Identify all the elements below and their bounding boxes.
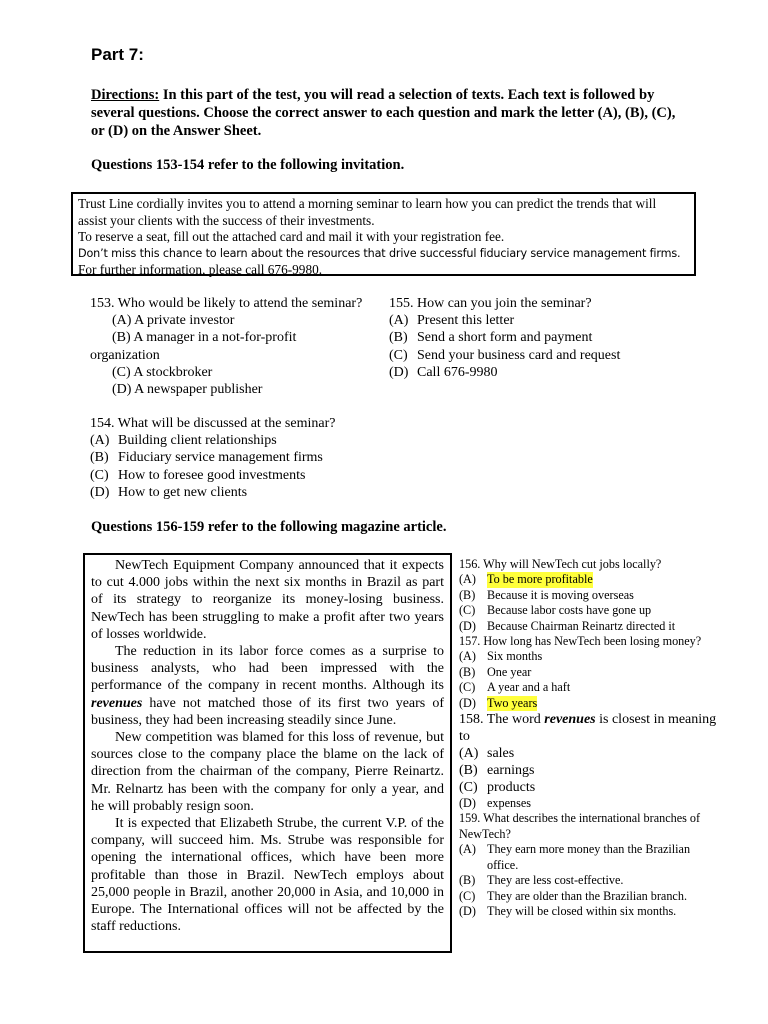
part-title: Part 7: (91, 45, 144, 64)
directions-text: In this part of the test, you will read a selection of texts. Each text is followed by several questions. Choose the correct answer to each question and mark the letter (A), (B), (C), or (D) on the Answer Sheet. (91, 87, 676, 139)
option-letter: (A) (459, 649, 476, 664)
option-text: Send a short form and payment (417, 330, 593, 346)
option-letter: (B) (459, 587, 476, 602)
invitation-line: For further information, please call 676-9980. (78, 262, 323, 278)
option-text: How to get new clients (118, 484, 248, 500)
option-b (389, 329, 689, 346)
option-letter: (C) (459, 888, 476, 903)
option-letter: (A) (459, 842, 476, 857)
section2-heading: Questions 156-159 refer to the following magazine article. (91, 519, 447, 535)
option-letter: (A) (459, 746, 479, 762)
option-c (459, 680, 729, 695)
article-text: have not matched those of its first two years of business, they had been increasing steadily since June. (91, 695, 444, 728)
option-letter: (D) (389, 364, 409, 380)
option-c (459, 889, 729, 904)
option-c (459, 603, 729, 618)
highlighted-answer: Two years (487, 695, 538, 710)
option-text: They are older than the Brazilian branch. (487, 888, 687, 903)
question-text-part: is closest in meaning to (459, 712, 717, 745)
revenues-emphasis: revenues (544, 712, 596, 728)
option-letter: (B) (459, 664, 476, 679)
option-a (459, 649, 729, 664)
option-d (459, 619, 729, 634)
option-b-continued: organization (90, 347, 160, 363)
article-text: The reduction in its labor force comes as a surprise to business analysts, who had been impressed with the performance of the company in recent months. Although its (91, 644, 444, 694)
question-text-part: 158. The word (459, 712, 545, 728)
option-letter: (B) (90, 450, 109, 466)
article-paragraph: It is expected that Elizabeth Strube, the current V.P. of the company, will succeed him. Ms. Strube was responsible for opening the international offices, which have been more profitable than those in Brazil. NewTech employs about 25,000 people in Brazil, another 20,000 in Asia, and 10,000 in Europe. The International offices will not be affected by the staff reductions. (91, 816, 444, 935)
option-text: One year (487, 664, 532, 679)
option-letter: (C) (90, 467, 109, 483)
question-text: 155. How can you join the seminar? (389, 296, 592, 311)
question-154 (90, 415, 390, 501)
option-letter: (A) (90, 433, 110, 449)
option-a (459, 842, 729, 873)
option-letter: (C) (459, 603, 476, 618)
invitation-line: Don’t miss this chance to learn about the resources that drive successful fiduciary service management firms. (78, 246, 681, 260)
directions-label: Directions: (91, 87, 160, 103)
option-c (459, 779, 729, 796)
option-letter: (C) (459, 680, 476, 695)
option-c: (C) A stockbroker (112, 364, 213, 380)
option-a: (A) A private investor (112, 313, 235, 329)
option-b (459, 588, 729, 603)
option-letter: (C) (389, 347, 408, 363)
option-text: sales (487, 746, 515, 762)
question-157 (459, 634, 729, 711)
option-text: Send your business card and request (417, 347, 621, 363)
option-letter: (B) (389, 330, 408, 346)
questions-156-159 (459, 557, 729, 919)
question-159 (459, 811, 729, 919)
option-text: A year and a haft (487, 680, 571, 695)
question-text: 153. Who would be likely to attend the seminar? (90, 296, 363, 311)
option-letter: (D) (459, 618, 476, 633)
question-text: 157. How long has NewTech been losing money? (459, 634, 702, 649)
option-b: (B) A manager in a not-for-profit (112, 330, 297, 346)
option-letter: (A) (459, 572, 476, 587)
revenues-emphasis: revenues (91, 695, 143, 711)
question-text: 154. What will be discussed at the seminar? (90, 416, 336, 431)
option-d (389, 364, 689, 381)
article-box (83, 553, 452, 953)
option-letter: (D) (459, 796, 476, 811)
question-158 (459, 711, 729, 811)
invitation-line: Trust Line cordially invites you to attend a morning seminar to learn how you can predict the trends that will (78, 196, 657, 211)
question-155 (389, 295, 689, 381)
option-d (459, 796, 729, 811)
option-d (459, 696, 729, 711)
question-153 (90, 295, 380, 398)
question-text: 156. Why will NewTech cut jobs locally? (459, 557, 662, 571)
option-a (459, 745, 729, 762)
option-letter: (B) (459, 763, 478, 779)
option-d (90, 484, 390, 501)
option-letter: (A) (389, 313, 409, 329)
option-text: Because labor costs have gone up (487, 603, 652, 618)
question-text: 159. What describes the international branches of NewTech? (459, 811, 701, 841)
option-text: They will be closed within six months. (487, 903, 677, 918)
option-text: expenses (487, 796, 531, 811)
option-text: Because Chairman Reinartz directed it (487, 618, 676, 633)
directions (91, 86, 691, 140)
option-b (90, 449, 390, 466)
option-d (459, 904, 729, 919)
invitation-line: assist your clients with the success of their investments. (78, 212, 375, 228)
article-paragraph (91, 643, 444, 729)
option-text: Building client relationships (118, 433, 277, 449)
question-156 (459, 557, 729, 634)
option-letter: (C) (459, 780, 478, 796)
option-text: How to foresee good investments (118, 467, 306, 483)
highlighted-answer: To be more profitable (487, 572, 593, 587)
invitation-box (71, 192, 696, 276)
option-text: products (487, 780, 536, 796)
option-a (389, 312, 689, 329)
option-letter: (D) (90, 484, 110, 500)
option-d: (D) A newspaper publisher (112, 382, 263, 398)
option-text: Call 676-9980 (417, 364, 498, 380)
option-b (459, 762, 729, 779)
option-a (459, 572, 729, 587)
option-text: They are less cost-effective. (487, 873, 624, 888)
option-c (389, 347, 689, 364)
option-text: They earn more money than the Brazilian office. (487, 842, 691, 872)
option-letter: (D) (459, 903, 476, 918)
option-text: Present this letter (417, 313, 515, 329)
invitation-line: To reserve a seat, fill out the attached card and mail it with your registration fee. (78, 229, 505, 245)
option-text: Because it is moving overseas (487, 587, 634, 602)
option-letter: (D) (459, 695, 476, 710)
option-a (90, 432, 390, 449)
option-text: Six months (487, 649, 543, 664)
section1-heading: Questions 153-154 refer to the following invitation. (91, 157, 405, 173)
question-text (459, 711, 729, 745)
option-text: Fiduciary service management firms (118, 450, 323, 466)
article-paragraph: New competition was blamed for this loss of revenue, but sources close to the company place the blame on the lack of direction from the chairman of the company, Pierre Reinartz. Mr. Relnartz has been with the company for only a year, and he will probably resign soon. (91, 730, 444, 814)
option-b (459, 873, 729, 888)
option-letter: (B) (459, 873, 476, 888)
option-c (90, 467, 390, 484)
article-paragraph: NewTech Equipment Company announced that it expects to cut 4.000 jobs within the next six months in Brazil as part of its strategy to reorganize its money-losing business. NewTech has been struggling to make a profit after two years of losses worldwide. (91, 558, 444, 642)
option-text: earnings (487, 763, 535, 779)
option-b (459, 665, 729, 680)
